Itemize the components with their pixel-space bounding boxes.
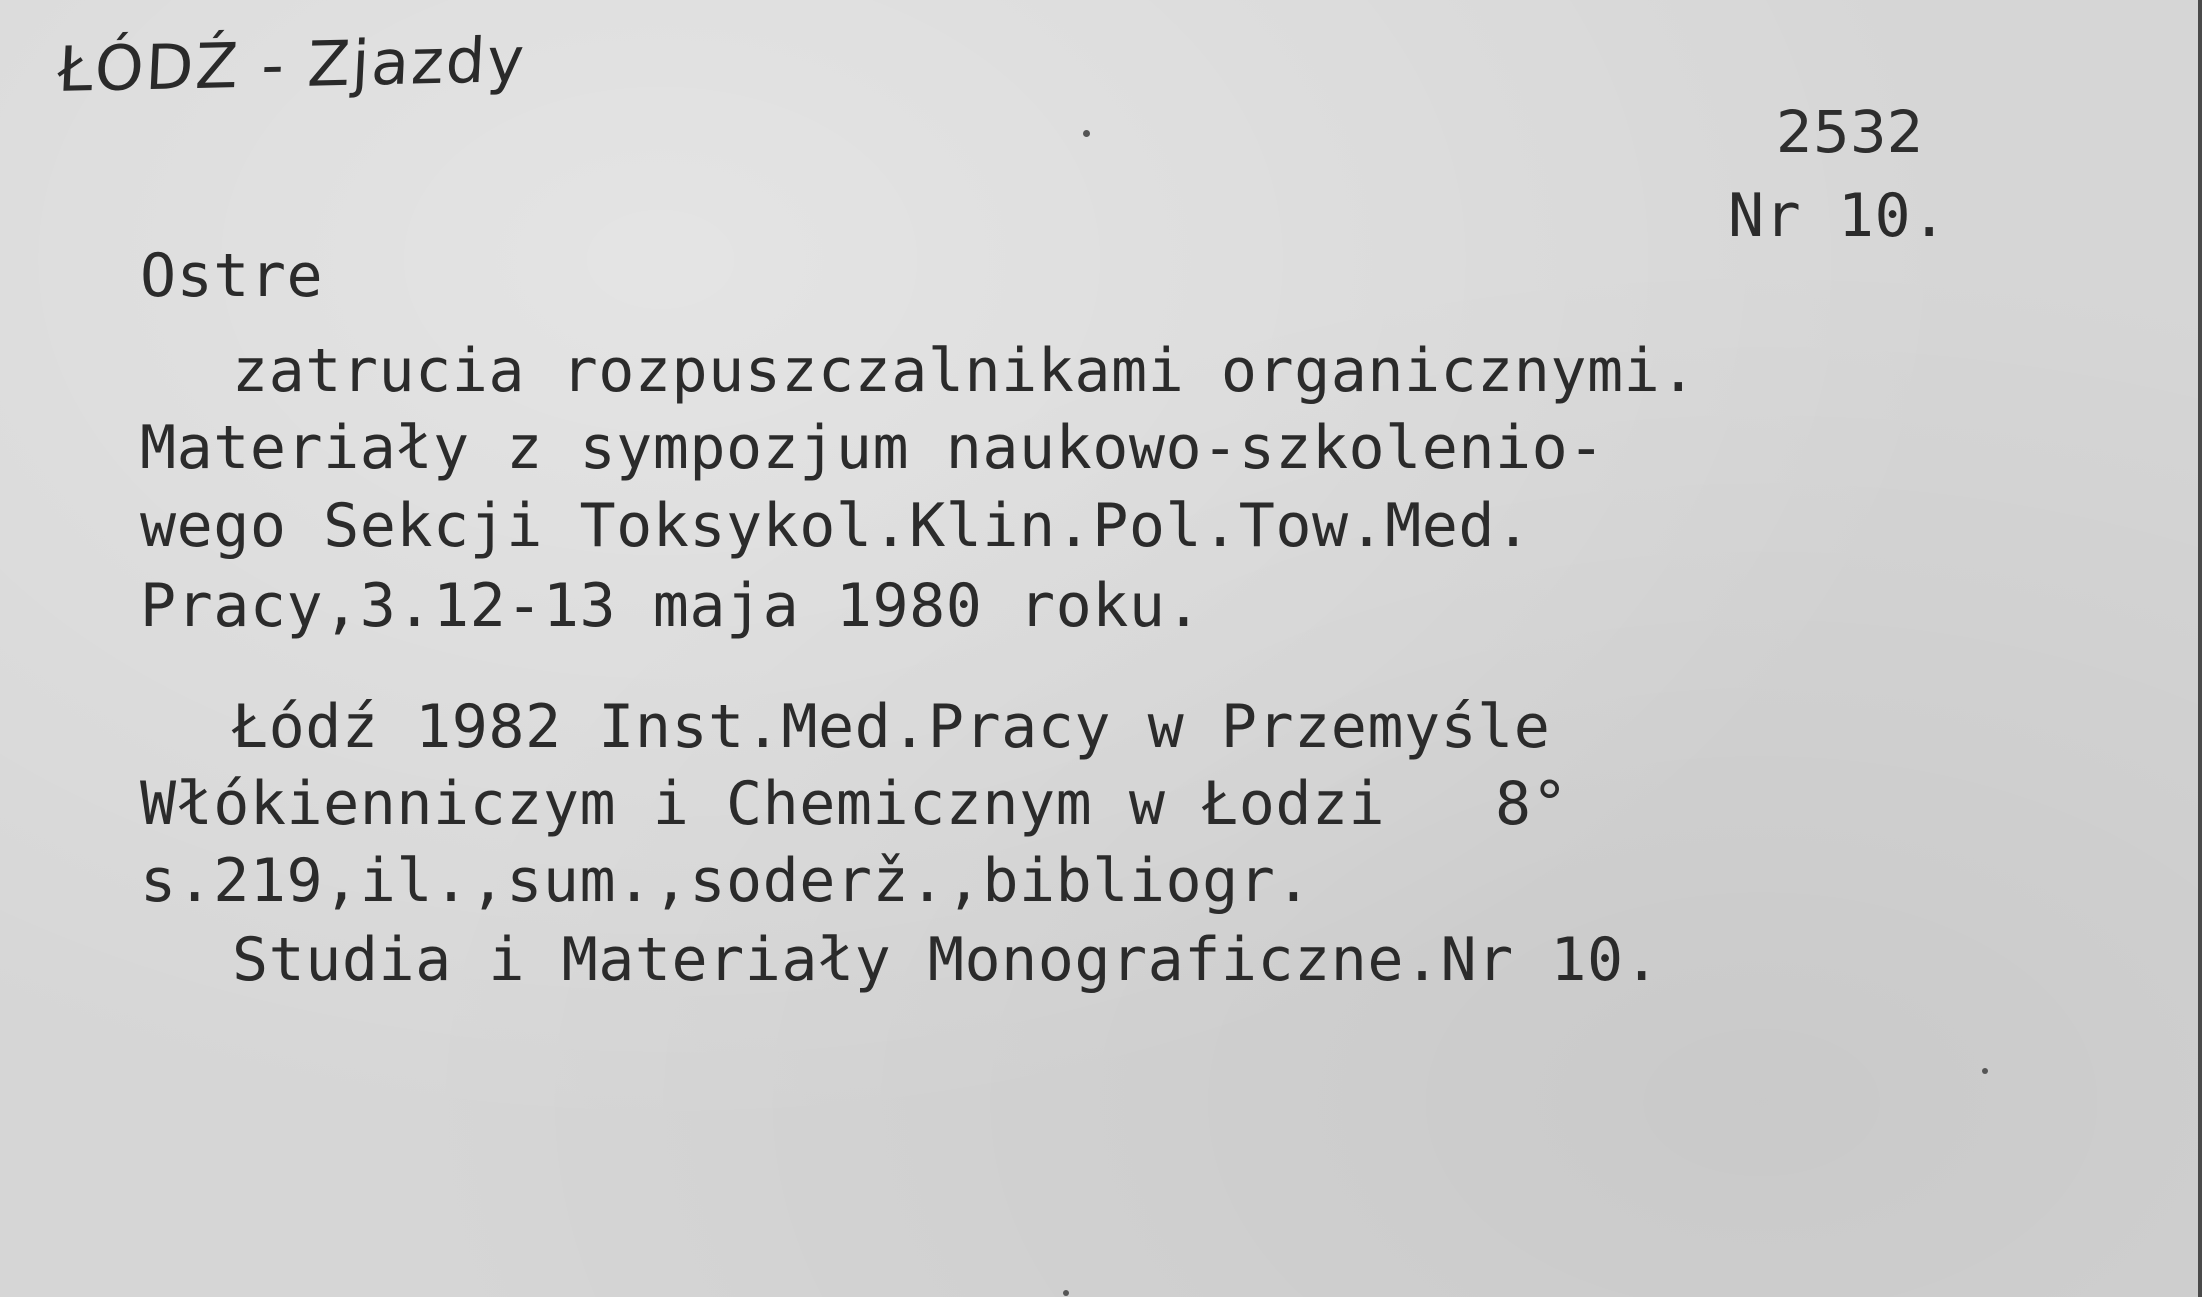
entry-title-line: Materiały z sympozjum naukowo-szkolenio-	[140, 413, 1605, 483]
series-number: Nr 10.	[1728, 181, 1948, 251]
entry-title-line: Ostre	[140, 241, 324, 311]
collation-line: s.219,il.,sum.,soderž.,bibliogr.	[140, 846, 1312, 916]
ink-speck	[1982, 1068, 1988, 1074]
card-edge	[2198, 0, 2202, 1297]
entry-title-line: zatrucia rozpuszczalnikami organicznymi.	[232, 336, 1697, 406]
imprint-line: Włókienniczym i Chemicznym w Łodzi 8°	[140, 769, 1569, 839]
series-statement-line: Studia i Materiały Monograficzne.Nr 10.	[232, 925, 1661, 995]
imprint-line: Łódź 1982 Inst.Med.Pracy w Przemyśle	[232, 692, 1551, 762]
accession-number: 2532	[1776, 98, 1924, 166]
ink-speck	[1063, 1290, 1069, 1296]
entry-title-line: wego Sekcji Toksykol.Klin.Pol.Tow.Med.	[140, 491, 1532, 561]
ink-speck	[1083, 130, 1090, 137]
entry-title-line: Pracy,3.12-13 maja 1980 roku.	[140, 571, 1203, 641]
card-heading-handwritten: ŁÓDŹ - Zjazdy	[56, 23, 528, 106]
